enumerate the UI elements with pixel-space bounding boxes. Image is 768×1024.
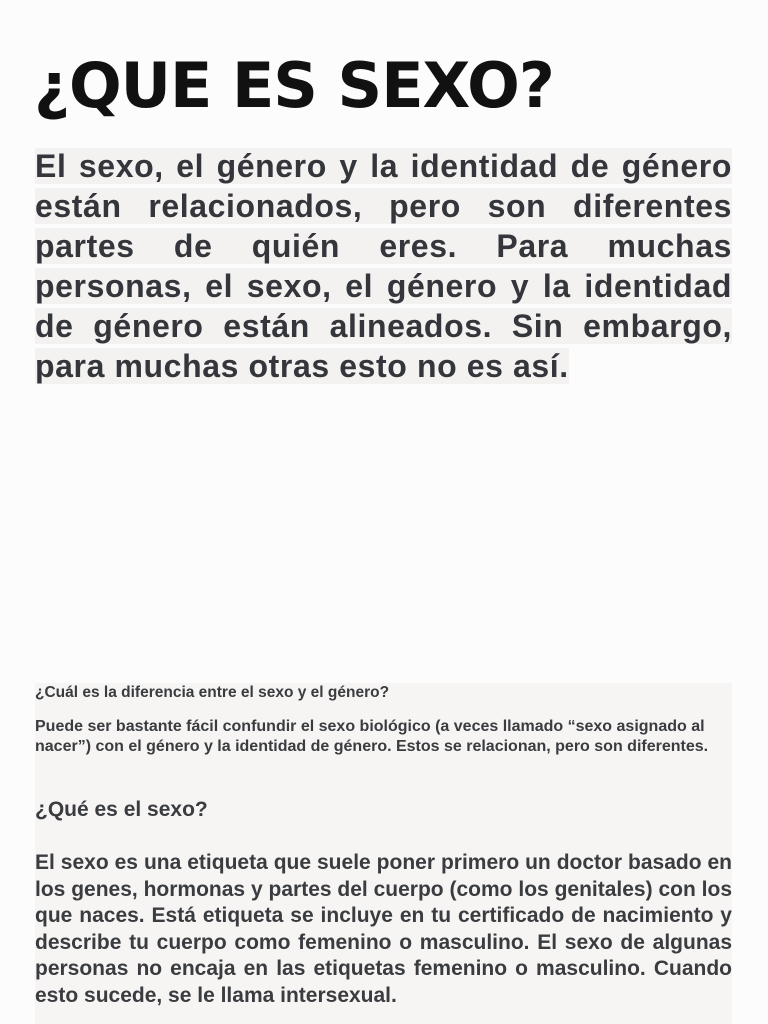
section-paragraph: Puede ser bastante fácil confundir el sexo biológico (a veces llamado “sexo asignado al nacer”) con el género y la identidad de género. Estos se relacionan, pero son diferentes. — [35, 718, 709, 755]
page-title: ¿QUE ES SEXO? — [34, 49, 554, 122]
section-subheading: ¿Qué es el sexo? — [35, 798, 208, 821]
intro-paragraph — [35, 146, 732, 386]
content-section — [35, 683, 732, 1024]
section-question: ¿Cuál es la diferencia entre el sexo y el género? — [35, 684, 390, 701]
section-body: El sexo es una etiqueta que suele poner primero un doctor basado en los genes, hormonas y partes del cuerpo (como los genitales) con los que naces. Está etiqueta se incluye en tu certificado de nacimiento y describe tu cuerpo como femenino o masculino. El sexo de algunas personas no encaja en las etiquetas femenino o masculino. Cuando esto sucede, se le llama intersexual. — [35, 851, 732, 1007]
intro-text: El sexo, el género y la identidad de género están relacionados, pero son diferentes partes de quién eres. Para muchas personas, el sexo, el género y la identidad de género están alineados. Sin embargo, para muchas otras esto no es así. — [35, 148, 732, 384]
